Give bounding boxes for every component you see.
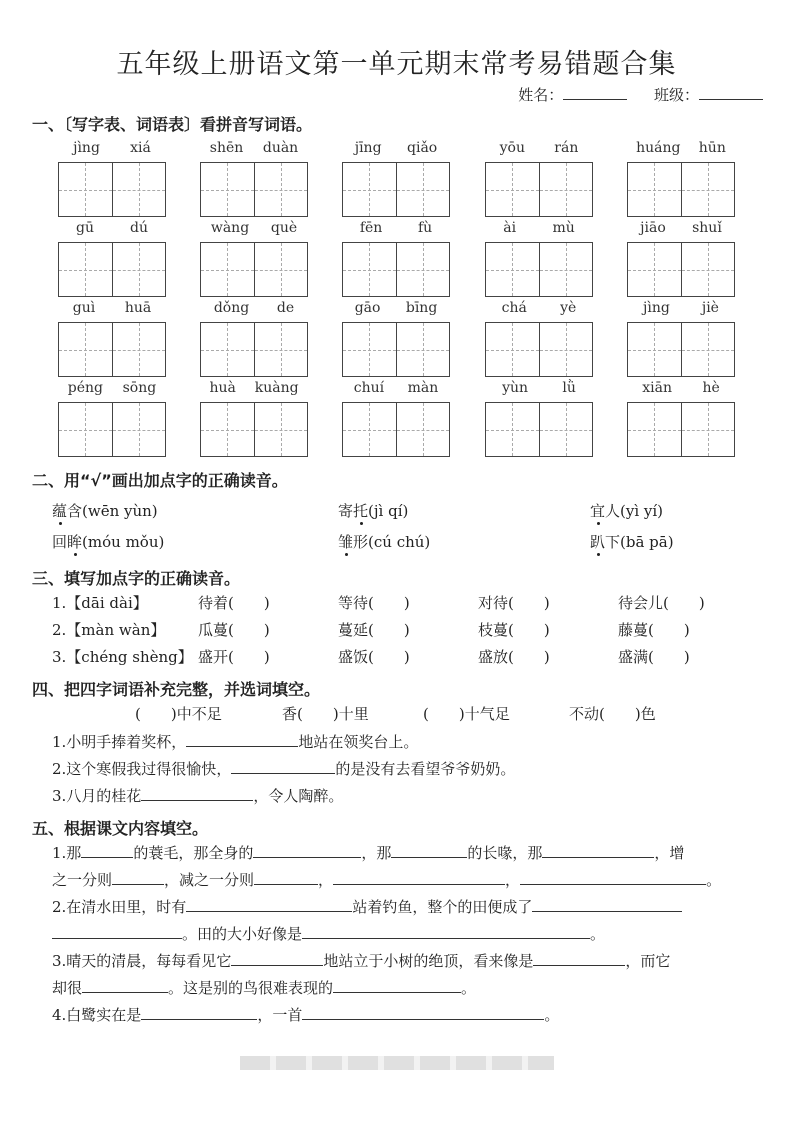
pinyin-syllable: duàn bbox=[262, 140, 299, 156]
writing-box-pair bbox=[627, 242, 735, 297]
s4-q1: 1.小明手捧着奖杯， 地站在领奖台上。 bbox=[52, 733, 419, 751]
writing-box[interactable] bbox=[201, 243, 254, 296]
pinyin-syllable: huà bbox=[209, 380, 236, 396]
pinyin-syllable: lǜ bbox=[562, 380, 576, 396]
writing-box[interactable] bbox=[396, 243, 450, 296]
pinyin-item bbox=[485, 300, 593, 377]
answer-blank[interactable] bbox=[112, 870, 164, 885]
section-3-title: 三、填写加点字的正确读音。 bbox=[32, 569, 241, 588]
pinyin-syllable: bīng bbox=[405, 300, 438, 316]
writing-box[interactable] bbox=[628, 323, 681, 376]
pinyin-syllable: yōu bbox=[499, 140, 525, 156]
pinyin-syllable: rán bbox=[554, 140, 579, 156]
writing-box[interactable] bbox=[112, 163, 166, 216]
pinyin-syllable: jìng bbox=[643, 300, 670, 316]
pinyin-label bbox=[200, 300, 308, 322]
writing-box[interactable] bbox=[486, 323, 539, 376]
pinyin-syllable: jīng bbox=[354, 140, 382, 156]
answer-blank[interactable] bbox=[82, 978, 168, 993]
pinyin-syllable: gāo bbox=[354, 300, 381, 316]
pinyin-item bbox=[485, 140, 593, 217]
writing-box[interactable] bbox=[343, 323, 396, 376]
s4-q2: 2.这个寒假我过得很愉快， 的是没有去看望爷爷奶奶。 bbox=[52, 760, 516, 778]
s3-word[interactable]: 枝蔓( ) bbox=[478, 621, 550, 639]
s5-line-6: 却很 。这是别的鸟很难表现的 。 bbox=[52, 979, 477, 997]
pinyin-label bbox=[627, 300, 735, 322]
writing-box[interactable] bbox=[59, 323, 112, 376]
dotted-char: 趴 bbox=[590, 533, 606, 551]
pinyin-label bbox=[627, 380, 735, 402]
answer-blank[interactable] bbox=[52, 924, 182, 939]
pinyin-syllable: guì bbox=[72, 300, 96, 316]
pinyin-syllable: chuí bbox=[353, 380, 385, 396]
idiom-2[interactable]: 香( )十里 bbox=[282, 705, 369, 723]
writing-box[interactable] bbox=[486, 403, 539, 456]
s3-word[interactable]: 对待( ) bbox=[478, 594, 550, 612]
pinyin-item bbox=[342, 300, 450, 377]
writing-box-pair bbox=[627, 402, 735, 457]
writing-box[interactable] bbox=[254, 243, 308, 296]
pinyin-syllable: fēn bbox=[359, 220, 383, 236]
s5-line-2: 之一分则 ，减之一分则 ， ， 。 bbox=[52, 871, 722, 889]
writing-box-pair bbox=[58, 402, 166, 457]
pinyin-item bbox=[627, 300, 735, 377]
writing-box[interactable] bbox=[59, 163, 112, 216]
section-1-title: 一、〔写字表、词语表〕看拼音写词语。 bbox=[32, 115, 313, 134]
pinyin-syllable: huā bbox=[124, 300, 152, 316]
pinyin-label bbox=[58, 220, 166, 242]
pinyin-item bbox=[342, 140, 450, 217]
pinyin-item bbox=[200, 300, 308, 377]
s3-word[interactable]: 待着( ) bbox=[198, 594, 270, 612]
writing-box[interactable] bbox=[201, 403, 254, 456]
writing-box[interactable] bbox=[201, 323, 254, 376]
answer-blank[interactable] bbox=[391, 843, 467, 858]
pinyin-syllable: wàng bbox=[210, 220, 250, 236]
s2-item-1[interactable]: 蕴含(wēn yùn) bbox=[52, 502, 158, 520]
answer-blank[interactable] bbox=[186, 732, 298, 747]
pinyin-syllable: gū bbox=[76, 220, 94, 236]
name-label: 姓名： bbox=[518, 86, 564, 104]
pinyin-label bbox=[485, 380, 593, 402]
writing-box-pair bbox=[58, 322, 166, 377]
answer-blank[interactable] bbox=[333, 870, 505, 885]
pinyin-label bbox=[342, 220, 450, 242]
pinyin-syllable: yùn bbox=[502, 380, 529, 396]
answer-blank[interactable] bbox=[141, 1005, 257, 1020]
writing-box[interactable] bbox=[681, 163, 735, 216]
section-2-title: 二、用“√”画出加点字的正确读音。 bbox=[32, 471, 288, 490]
pinyin-item bbox=[627, 220, 735, 297]
answer-blank[interactable] bbox=[542, 843, 654, 858]
writing-box[interactable] bbox=[343, 163, 396, 216]
pinyin-syllable: chá bbox=[501, 300, 527, 316]
pinyin-syllable: sōng bbox=[122, 380, 157, 396]
pinyin-item bbox=[200, 220, 308, 297]
pinyin-syllable: ài bbox=[503, 220, 517, 236]
pinyin-item bbox=[58, 380, 166, 457]
writing-box[interactable] bbox=[539, 243, 593, 296]
pinyin-syllable: yè bbox=[560, 300, 577, 316]
s3-row-label: 1.【dāi dài】 bbox=[52, 594, 148, 612]
pinyin-label bbox=[627, 140, 735, 162]
pinyin-syllable: péng bbox=[67, 380, 104, 396]
s3-row-label: 2.【màn wàn】 bbox=[52, 621, 166, 639]
writing-box[interactable] bbox=[396, 163, 450, 216]
pinyin-syllable: kuàng bbox=[254, 380, 299, 396]
answer-blank[interactable] bbox=[302, 1005, 544, 1020]
answer-blank[interactable] bbox=[231, 759, 335, 774]
s2-item-3[interactable]: 宜人(yì yí) bbox=[590, 502, 664, 520]
writing-box[interactable] bbox=[112, 243, 166, 296]
pinyin-syllable: dú bbox=[130, 220, 148, 236]
writing-box-pair bbox=[485, 242, 593, 297]
pinyin-syllable: shuǐ bbox=[692, 220, 722, 236]
writing-box[interactable] bbox=[681, 243, 735, 296]
s3-row-label: 3.【chéng shèng】 bbox=[52, 648, 193, 666]
writing-box[interactable] bbox=[628, 163, 681, 216]
pinyin-label bbox=[58, 300, 166, 322]
writing-box[interactable] bbox=[59, 243, 112, 296]
writing-box[interactable] bbox=[628, 243, 681, 296]
writing-box-pair bbox=[200, 322, 308, 377]
answer-blank[interactable] bbox=[81, 843, 133, 858]
dotted-char: 托 bbox=[353, 502, 369, 520]
pinyin-syllable: de bbox=[276, 300, 295, 316]
pinyin-item bbox=[58, 300, 166, 377]
pinyin-label bbox=[58, 380, 166, 402]
pinyin-syllable: jiè bbox=[701, 300, 719, 316]
s3-word[interactable]: 瓜蔓( ) bbox=[198, 621, 270, 639]
writing-box[interactable] bbox=[396, 323, 450, 376]
s2-item-5[interactable]: 雏形(cú chú) bbox=[338, 533, 431, 551]
page-title: 五年级上册语文第一单元期末常考易错题合集 bbox=[116, 49, 677, 80]
s5-line-7: 4.白鹭实在是 ，一首 。 bbox=[52, 1006, 560, 1024]
writing-box[interactable] bbox=[681, 403, 735, 456]
pinyin-label bbox=[200, 380, 308, 402]
s3-word[interactable]: 蔓延( ) bbox=[338, 621, 410, 639]
idiom-1[interactable]: ( )中不足 bbox=[135, 705, 222, 723]
s5-line-4: 。田的大小好像是 。 bbox=[52, 923, 605, 944]
s2-item-6[interactable]: 趴下(bā pā) bbox=[590, 533, 674, 551]
pinyin-syllable: jiāo bbox=[640, 220, 666, 236]
writing-box-pair bbox=[58, 242, 166, 297]
pinyin-syllable: jìng bbox=[73, 140, 100, 156]
pinyin-label bbox=[200, 220, 308, 242]
pinyin-label bbox=[627, 220, 735, 242]
student-info-line bbox=[518, 84, 763, 105]
writing-box-pair bbox=[200, 242, 308, 297]
writing-box[interactable] bbox=[681, 323, 735, 376]
answer-blank[interactable] bbox=[532, 897, 682, 912]
writing-box[interactable] bbox=[539, 323, 593, 376]
writing-box-pair bbox=[200, 402, 308, 457]
s5-line-1: 1.那 的蓑毛，那全身的 ，那 的长喙，那 ，增 bbox=[52, 844, 685, 862]
pinyin-syllable: xiá bbox=[130, 140, 151, 156]
pinyin-item bbox=[58, 220, 166, 297]
pinyin-label bbox=[58, 140, 166, 162]
pinyin-syllable: què bbox=[270, 220, 298, 236]
pinyin-label bbox=[200, 140, 308, 162]
writing-box[interactable] bbox=[343, 243, 396, 296]
s3-word[interactable]: 盛开( ) bbox=[198, 648, 270, 666]
pinyin-label bbox=[342, 140, 450, 162]
pinyin-item bbox=[200, 380, 308, 457]
s3-word[interactable]: 待会儿( ) bbox=[618, 594, 705, 612]
writing-box[interactable] bbox=[628, 403, 681, 456]
writing-box[interactable] bbox=[112, 403, 166, 456]
pinyin-label bbox=[485, 220, 593, 242]
writing-box-pair bbox=[485, 402, 593, 457]
class-label: 班级： bbox=[653, 86, 699, 104]
writing-box-pair bbox=[342, 162, 450, 217]
watermark-blur bbox=[240, 1056, 554, 1070]
pinyin-syllable: hè bbox=[702, 380, 720, 396]
idiom-3[interactable]: ( )十气足 bbox=[423, 705, 510, 723]
pinyin-syllable: hūn bbox=[698, 140, 726, 156]
pinyin-syllable: huáng bbox=[636, 140, 681, 156]
pinyin-syllable: fù bbox=[417, 220, 433, 236]
writing-box[interactable] bbox=[112, 323, 166, 376]
dotted-char: 蕴 bbox=[52, 502, 68, 520]
pinyin-syllable: xiān bbox=[642, 380, 672, 396]
pinyin-syllable: shēn bbox=[209, 140, 244, 156]
s3-word[interactable]: 盛放( ) bbox=[478, 648, 550, 666]
writing-box-pair bbox=[627, 162, 735, 217]
pinyin-item bbox=[485, 220, 593, 297]
pinyin-item bbox=[58, 140, 166, 217]
section-5-title: 五、根据课文内容填空。 bbox=[32, 819, 209, 838]
answer-blank[interactable] bbox=[333, 978, 461, 993]
pinyin-item bbox=[342, 220, 450, 297]
pinyin-label bbox=[485, 140, 593, 162]
writing-box-pair bbox=[58, 162, 166, 217]
writing-box[interactable] bbox=[254, 163, 308, 216]
writing-box[interactable] bbox=[201, 163, 254, 216]
pinyin-syllable: mù bbox=[552, 220, 575, 236]
writing-box[interactable] bbox=[486, 163, 539, 216]
writing-box-pair bbox=[485, 322, 593, 377]
writing-box[interactable] bbox=[486, 243, 539, 296]
answer-blank[interactable] bbox=[533, 951, 625, 966]
dotted-char: 雏 bbox=[338, 533, 354, 551]
section-4-title: 四、把四字词语补充完整，并选词填空。 bbox=[32, 680, 321, 699]
writing-box-pair bbox=[200, 162, 308, 217]
writing-box-pair bbox=[342, 322, 450, 377]
dotted-char: 宜 bbox=[590, 502, 606, 520]
writing-box[interactable] bbox=[254, 323, 308, 376]
s4-q3: 3.八月的桂花 ，令人陶醉。 bbox=[52, 787, 344, 805]
s3-word[interactable]: 盛饭( ) bbox=[338, 648, 410, 666]
pinyin-label bbox=[342, 300, 450, 322]
pinyin-syllable: màn bbox=[407, 380, 439, 396]
pinyin-syllable: qiǎo bbox=[407, 140, 438, 156]
dotted-char: 眸 bbox=[67, 533, 83, 551]
writing-box[interactable] bbox=[396, 403, 450, 456]
s2-item-4[interactable]: 回眸(móu mǒu) bbox=[52, 533, 165, 551]
s5-line-3: 2.在清水田里，时有 站着钓鱼，整个的田便成了 bbox=[52, 896, 682, 917]
pinyin-item bbox=[627, 140, 735, 217]
s3-word[interactable]: 藤蔓( ) bbox=[618, 621, 690, 639]
s3-word[interactable]: 盛满( ) bbox=[618, 648, 690, 666]
pinyin-label bbox=[342, 380, 450, 402]
writing-box[interactable] bbox=[539, 403, 593, 456]
pinyin-item bbox=[200, 140, 308, 217]
answer-blank[interactable] bbox=[254, 870, 318, 885]
s5-line-5: 3.晴天的清晨，每每看见它 地站立于小树的绝顶，看来像是 ，而它 bbox=[52, 952, 671, 970]
pinyin-label bbox=[485, 300, 593, 322]
pinyin-item bbox=[485, 380, 593, 457]
idiom-4[interactable]: 不动( )色 bbox=[569, 705, 656, 723]
answer-blank[interactable] bbox=[253, 843, 361, 858]
s3-word[interactable]: 等待( ) bbox=[338, 594, 410, 612]
writing-box[interactable] bbox=[539, 163, 593, 216]
name-blank[interactable] bbox=[563, 85, 627, 100]
writing-box-pair bbox=[342, 242, 450, 297]
answer-blank[interactable] bbox=[302, 924, 590, 939]
answer-blank[interactable] bbox=[520, 870, 706, 885]
writing-box-pair bbox=[342, 402, 450, 457]
pinyin-item bbox=[627, 380, 735, 457]
pinyin-item bbox=[342, 380, 450, 457]
writing-box-pair bbox=[485, 162, 593, 217]
writing-box[interactable] bbox=[254, 403, 308, 456]
answer-blank[interactable] bbox=[231, 951, 323, 966]
answer-blank[interactable] bbox=[141, 786, 253, 801]
pinyin-syllable: dǒng bbox=[213, 300, 250, 316]
class-blank[interactable] bbox=[699, 85, 763, 100]
writing-box-pair bbox=[627, 322, 735, 377]
writing-box[interactable] bbox=[343, 403, 396, 456]
s2-item-2[interactable]: 寄托(jì qí) bbox=[338, 502, 409, 520]
writing-box[interactable] bbox=[59, 403, 112, 456]
answer-blank[interactable] bbox=[186, 897, 352, 912]
